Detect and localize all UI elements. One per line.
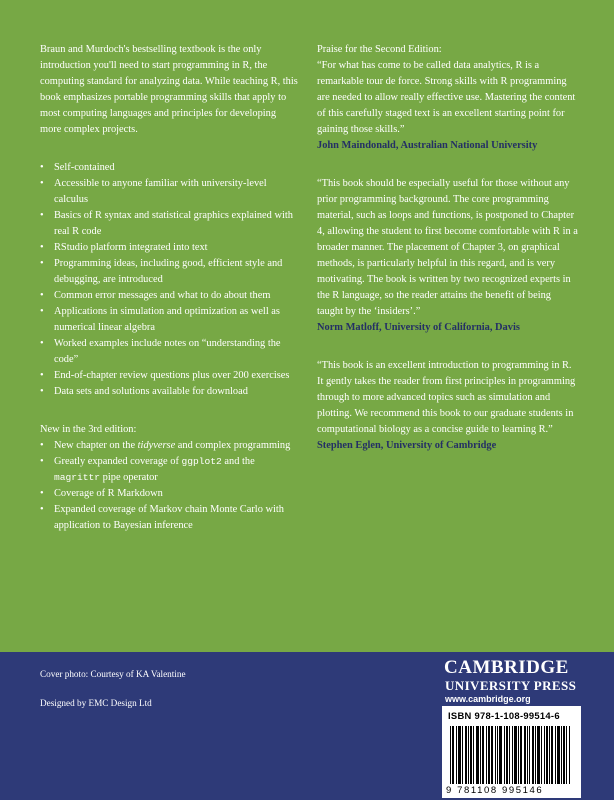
- barcode-bar: [501, 726, 502, 784]
- barcode-bar: [495, 726, 496, 784]
- barcode-bar: [507, 726, 508, 784]
- quote-text: “For what has come to be called data analytics, R is a remarkable tour de force. Strong skills with R programming are needed to allow really effective use. Mastering the content of this carefully staged text is an excellent starting point for gaining those skills.”: [317, 60, 576, 135]
- list-item: • Worked examples include notes on “understanding the code”: [40, 338, 281, 365]
- barcode-bar: [563, 726, 564, 784]
- barcode-bar: [506, 726, 507, 784]
- bullet: •: [40, 178, 44, 189]
- list-item: • End-of-chapter review questions plus over 200 exercises: [40, 368, 298, 384]
- barcode-bar: [468, 726, 469, 784]
- barcode-bar: [476, 726, 477, 784]
- bullet: •: [40, 258, 44, 269]
- barcode-bar: [551, 726, 552, 784]
- barcode-bar: [520, 726, 521, 784]
- barcode-bar: [459, 726, 460, 784]
- barcode: [450, 726, 574, 784]
- barcode-bar: [460, 726, 461, 784]
- bullet: •: [40, 370, 44, 381]
- barcode-bar: [541, 726, 542, 784]
- barcode-bar: [525, 726, 526, 784]
- barcode-bar: [516, 726, 517, 784]
- feature-list: [40, 160, 298, 400]
- bullet: •: [40, 306, 44, 317]
- barcode-bar: [512, 726, 513, 784]
- barcode-bar: [453, 726, 454, 784]
- list-item: • Self-contained: [40, 160, 298, 176]
- photo-credit: Cover photo: Courtesy of KA Valentine: [40, 669, 186, 679]
- blurb: Braun and Murdoch's bestselling textbook is the only introduction you'll need to start programming in R, the computing standard for analyzing data. While teaching R, this book emphasizes portable programming skills that apply to most computing languages and principles for developing more complex projects.: [40, 44, 298, 135]
- barcode-bar: [549, 726, 550, 784]
- barcode-bar: [492, 726, 493, 784]
- barcode-bar: [488, 726, 489, 784]
- barcode-bar: [462, 726, 463, 784]
- barcode-bar: [491, 726, 492, 784]
- barcode-bar: [524, 726, 525, 784]
- barcode-bar: [559, 726, 560, 784]
- publisher-name: CAMBRIDGE: [444, 657, 569, 678]
- new-edition-list: [40, 438, 298, 534]
- list-item: • Greatly expanded coverage of ggplot2 and the magrittr pipe operator: [40, 456, 255, 483]
- publisher-logo: [444, 658, 576, 706]
- barcode-bar: [482, 726, 483, 784]
- quote-attribution: John Maindonald, Australian National University: [317, 140, 538, 151]
- list-item: • Common error messages and what to do about them: [40, 288, 298, 304]
- barcode-bar: [539, 726, 540, 784]
- barcode-bar: [527, 726, 528, 784]
- barcode-bar: [486, 726, 487, 784]
- barcode-bar: [529, 726, 530, 784]
- barcode-bar: [569, 726, 570, 784]
- barcode-bar: [533, 726, 534, 784]
- barcode-bar: [555, 726, 556, 784]
- barcode-bar: [514, 726, 515, 784]
- bullet: •: [40, 386, 44, 397]
- barcode-bar: [478, 726, 479, 784]
- list-item: • Applications in simulation and optimization as well as numerical linear algebra: [40, 306, 280, 333]
- isbn-label: ISBN 978-1-108-99514-6: [448, 710, 560, 721]
- barcode-bar: [538, 726, 539, 784]
- list-item: • Accessible to anyone familiar with university-level calculus: [40, 178, 267, 205]
- bullet: •: [40, 504, 44, 515]
- bullet: •: [40, 290, 44, 301]
- bullet: •: [40, 242, 44, 253]
- barcode-bar: [532, 726, 533, 784]
- left-column: [40, 42, 298, 534]
- quote-attribution: Norm Matloff, University of California, Davis: [317, 322, 520, 333]
- list-item: • Coverage of R Markdown: [40, 486, 298, 502]
- quote-attribution: Stephen Eglen, University of Cambridge: [317, 440, 497, 451]
- publisher-url: www.cambridge.org: [445, 694, 531, 704]
- list-item: • Programming ideas, including good, efficient style and debugging, are introduced: [40, 258, 283, 285]
- barcode-bar: [497, 726, 498, 784]
- code-magrittr: magrittr: [54, 472, 101, 483]
- barcode-bar: [546, 726, 547, 784]
- barcode-bar: [489, 726, 490, 784]
- list-item: • Data sets and solutions available for download: [40, 384, 298, 400]
- barcode-bar: [480, 726, 481, 784]
- barcode-bar: [566, 726, 567, 784]
- isbn-box: [442, 706, 581, 798]
- barcode-bar: [477, 726, 478, 784]
- new-edition-heading: New in the 3rd edition:: [40, 424, 137, 435]
- list-item: • Basics of R syntax and statistical graphics explained with real R code: [40, 210, 293, 237]
- barcode-bar: [558, 726, 559, 784]
- barcode-bar: [450, 726, 451, 784]
- barcode-bar: [564, 726, 565, 784]
- barcode-bar: [499, 726, 500, 784]
- code-ggplot2: ggplot2: [181, 456, 222, 467]
- bullet: •: [40, 338, 44, 349]
- barcode-bar: [456, 726, 457, 784]
- bullet: •: [40, 162, 44, 173]
- quote-text: “This book should be especially useful for those without any prior programming background. The core programming material, such as loops and functions, is postponed to Chapter 4, allowing the student to first become comfortable with R in a broader manner. The placement of Chapter 3, on graphical methods, is particularly helpful in this regard, and is very motivating. The book is written by two recognized experts in the R language, so the reader attains the benefit of being taught by the ‘insiders’.”: [317, 178, 578, 317]
- barcode-bar: [557, 726, 558, 784]
- barcode-bar: [500, 726, 501, 784]
- quote-text: “This book is an excellent introduction to programming in R. It gently takes the reader from first principles in programming through to more advanced topics such as simulation and plotting. We recommend this book to our graduate students in computational biology as a concise guide to learning R.”: [317, 360, 576, 435]
- barcode-bar: [509, 726, 510, 784]
- barcode-bar: [452, 726, 453, 784]
- barcode-bar: [483, 726, 484, 784]
- barcode-digits: 9 781108 995146: [446, 785, 544, 796]
- barcode-bar: [466, 726, 467, 784]
- right-column: [317, 42, 579, 454]
- bullet: •: [40, 488, 44, 499]
- bullet: •: [40, 210, 44, 221]
- list-item: • RStudio platform integrated into text: [40, 240, 298, 256]
- barcode-bar: [465, 726, 466, 784]
- design-credit: Designed by EMC Design Ltd: [40, 698, 152, 708]
- barcode-bar: [547, 726, 548, 784]
- barcode-bar: [518, 726, 519, 784]
- barcode-bar: [537, 726, 538, 784]
- barcode-bar: [458, 726, 459, 784]
- praise-heading: Praise for the Second Edition:: [317, 44, 442, 55]
- barcode-bar: [470, 726, 471, 784]
- barcode-bar: [544, 726, 545, 784]
- barcode-bar: [552, 726, 553, 784]
- publisher-subname: UNIVERSITY PRESS: [445, 678, 577, 693]
- barcode-bar: [471, 726, 472, 784]
- bullet: •: [40, 440, 44, 451]
- barcode-bar: [561, 726, 562, 784]
- barcode-bar: [504, 726, 505, 784]
- bullet: •: [40, 456, 44, 467]
- barcode-bar: [535, 726, 536, 784]
- list-item: • Expanded coverage of Markov chain Monte Carlo with application to Bayesian inference: [40, 504, 284, 531]
- barcode-bar: [521, 726, 522, 784]
- barcode-bar: [473, 726, 474, 784]
- barcode-bar: [515, 726, 516, 784]
- list-item: • New chapter on the tidyverse and complex programming: [40, 438, 298, 454]
